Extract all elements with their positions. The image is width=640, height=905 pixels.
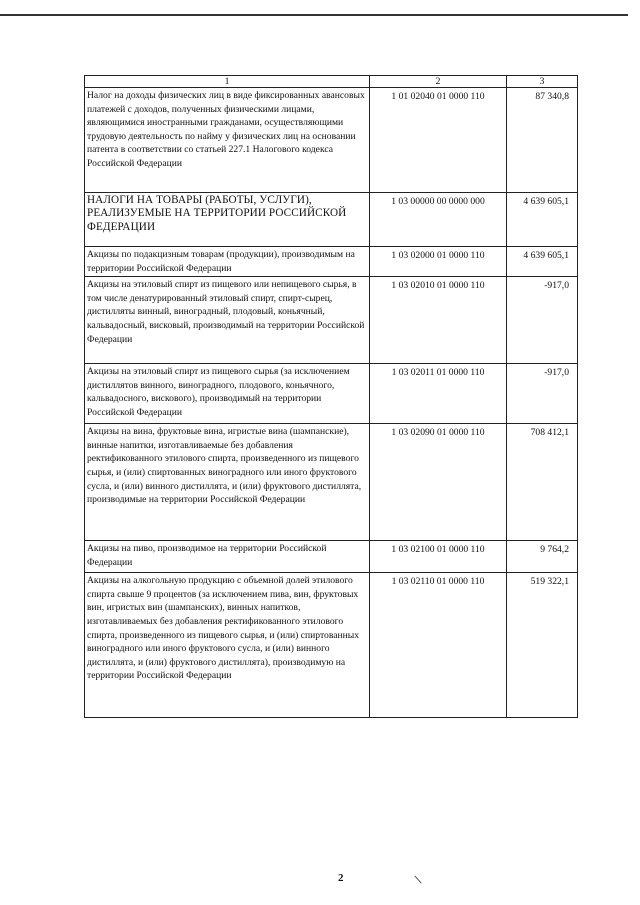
row-code: 1 03 00000 00 0000 000 [370,193,507,247]
table-row [85,193,578,247]
column-header-amount: 3 [507,76,578,88]
row-amount: 708 412,1 [507,424,578,541]
table-header-row [85,76,578,88]
page-number: 2 [338,872,344,884]
row-amount: 519 322,1 [507,573,578,718]
row-amount: 87 340,8 [507,88,578,193]
row-code: 1 03 02090 01 0000 110 [370,424,507,541]
table-row [85,364,578,424]
table-row [85,277,578,364]
row-name: Налог на доходы физических лиц в виде фиксированных авансовых платежей с доходов, полученных физическими лицами, являющимися иностранными гражданами, осуществляющими трудовую деятельность по найму у физических лиц на основании патента в соответствии со статьей 227.1 Налогового кодекса Российской Федерации [85,88,370,193]
row-name: Акцизы на алкогольную продукцию с объемной долей этилового спирта свыше 9 процентов (за исключением пива, вин, фруктовых вин, игристых вин (шампанских), винных напитков, изготавливаемых без добавления ректификованного этилового спирта, произведенного из пищевого сырья, и (или) спиртованных виноградного или иного фруктового сусла, и (или) винного дистиллята, и (или) фруктового дистиллята), производимую на территории Российской Федерации [85,573,370,718]
table-row [85,88,578,193]
row-code: 1 03 02110 01 0000 110 [370,573,507,718]
top-rule [0,14,628,16]
row-name: Акцизы на этиловый спирт из пищевого или непищевого сырья, в том числе денатурированный этиловый спирт, спирт-сырец, дистилляты винный, виноградный, плодовый, коньячный, кальвадосный, висковый, производимый на территории Российской Федерации [85,277,370,364]
row-amount: 9 764,2 [507,541,578,573]
row-name: НАЛОГИ НА ТОВАРЫ (РАБОТЫ, УСЛУГИ), РЕАЛИЗУЕМЫЕ НА ТЕРРИТОРИИ РОССИЙСКОЙ ФЕДЕРАЦИИ [85,193,370,247]
row-name: Акцизы на этиловый спирт из пищевого сырья (за исключением дистиллятов винного, виноградного, плодового, коньячного, кальвадосного, вискового), производимый на территории Российской Федерации [85,364,370,424]
table-row [85,247,578,277]
row-code: 1 03 02000 01 0000 110 [370,247,507,277]
table-row [85,541,578,573]
row-name: Акцизы на пиво, производимое на территории Российской Федерации [85,541,370,573]
budget-revenue-table [84,75,578,718]
row-amount: 4 639 605,1 [507,247,578,277]
row-name: Акцизы на вина, фруктовые вина, игристые вина (шампанские), винные напитки, изготавливаемые без добавления ректификованного этилового спирта, произведенного из пищевого сырья, и (или) спиртованных виноградного или иного фруктового сусла, и (или) винного дистиллята, и (или) фруктового дистиллята, производимые на территории Российской Федерации [85,424,370,541]
table-row [85,573,578,718]
row-name: Акцизы по подакцизным товарам (продукции), производимым на территории Российской Федерации [85,247,370,277]
row-amount: -917,0 [507,364,578,424]
row-code: 1 03 02010 01 0000 110 [370,277,507,364]
table-row [85,424,578,541]
row-code: 1 01 02040 01 0000 110 [370,88,507,193]
column-header-code: 2 [370,76,507,88]
row-code: 1 03 02011 01 0000 110 [370,364,507,424]
scan-mark [414,875,421,883]
row-code: 1 03 02100 01 0000 110 [370,541,507,573]
column-header-name: 1 [85,76,370,88]
row-amount: 4 639 605,1 [507,193,578,247]
row-amount: -917,0 [507,277,578,364]
